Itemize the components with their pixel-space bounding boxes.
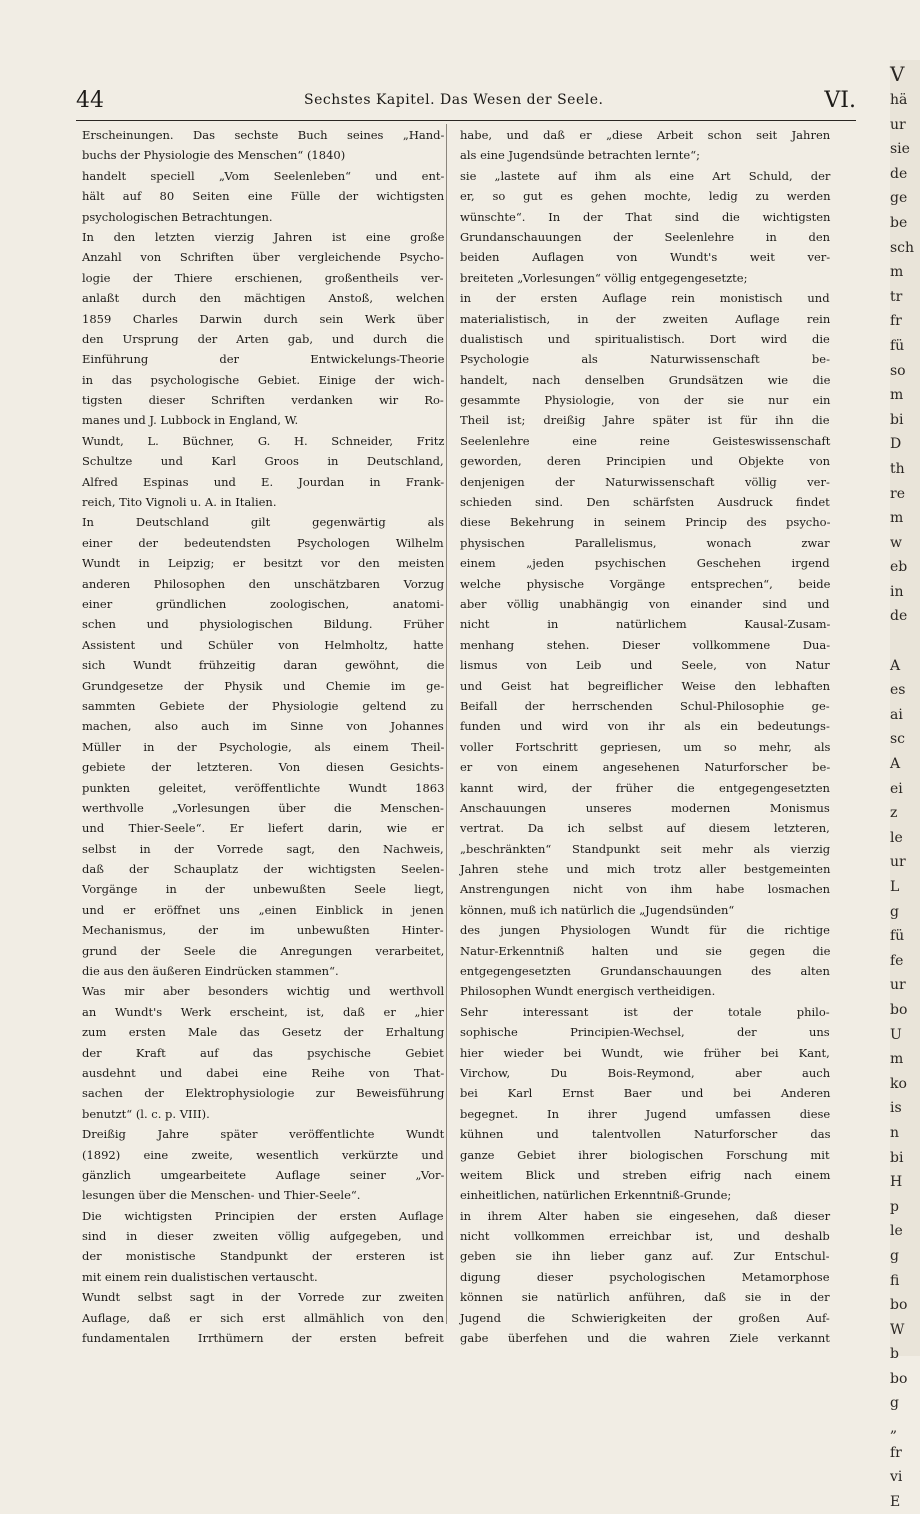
text-line: denjenigen der Naturwissenschaft völlig ver-: [460, 474, 830, 489]
text-line: materialistisch, in der zweiten Auflage rein: [460, 311, 831, 326]
text-line: in der ersten Auflage rein monistisch und: [460, 291, 830, 306]
text-line: Assistent und Schüler von Helmholtz, hatte: [82, 637, 444, 652]
text-line: Auflage, daß er sich erst allmählich von den: [82, 1310, 445, 1325]
text-line: benutzt“ (l. c. p. VIII).: [82, 1106, 210, 1121]
text-line: können sie natürlich anführen, daß sie in der: [460, 1290, 830, 1305]
edge-fragment: vi: [890, 1469, 903, 1486]
edge-fragment: p: [890, 1198, 899, 1215]
text-line: lesungen über die Menschen- und Thier-Seele“.: [82, 1188, 361, 1203]
edge-fragment: ko: [890, 1075, 907, 1092]
text-line: Müller in der Psychologie, als einem Theil-: [82, 739, 445, 754]
text-line: Schultze und Karl Groos in Deutschland,: [82, 454, 444, 469]
edge-fragment: eb: [890, 559, 908, 576]
text-line: nicht in natürlichem Kausal-Zusam-: [460, 617, 831, 632]
edge-fragment: is: [890, 1100, 902, 1117]
edge-fragment: sch: [890, 239, 915, 256]
edge-fragment: „: [890, 1420, 898, 1437]
text-line: machen, also auch im Sinne von Johannes: [82, 719, 444, 734]
text-line: bei Karl Ernst Baer und bei Anderen: [460, 1086, 831, 1101]
text-line: manes und J. Lubbock in England, W.: [82, 413, 299, 428]
text-line: Jugend die Schwierigkeiten der großen Auf-: [460, 1310, 830, 1325]
text-line: er von einem angesehenen Naturforscher be-: [460, 760, 831, 775]
edge-fragment: fr: [890, 313, 902, 330]
text-line: wünschte“. In der That sind die wichtigsten: [460, 209, 831, 224]
text-line: Dreißig Jahre später veröffentlichte Wundt: [82, 1127, 445, 1142]
text-line: können, muß ich natürlich die „Jugendsünden“: [460, 902, 735, 917]
page-header: [76, 88, 856, 118]
text-line: gabe überfehen und die wahren Ziele verkannt: [460, 1331, 830, 1346]
edge-fragment: bo: [890, 1001, 908, 1018]
text-line: in das psychologische Gebiet. Einige der wich-: [82, 372, 445, 387]
text-line: er, so gut es gehen mochte, ledig zu werden: [460, 189, 831, 204]
edge-fragment: fü: [890, 928, 905, 945]
text-line: Psychologie als Naturwissenschaft be-: [460, 352, 830, 367]
text-line: ausdehnt und dabei eine Reihe von That-: [82, 1065, 445, 1080]
text-line: Anstrengungen nicht von ihm habe losmachen: [460, 882, 831, 897]
text-line: die aus den äußeren Eindrücken stammen“.: [82, 964, 339, 979]
text-line: anderen Philosophen den unschätzbaren Vorzug: [82, 576, 445, 591]
edge-fragment: th: [890, 460, 905, 477]
edge-fragment: ge: [890, 190, 908, 207]
text-line: gänzlich umgearbeitete Auflage seiner „Vor-: [82, 1167, 445, 1182]
text-line: hält auf 80 Seiten eine Fülle der wichtigsten: [82, 189, 445, 204]
edge-fragment: de: [890, 165, 908, 182]
edge-fragment: [890, 629, 920, 654]
text-line: Theil ist; dreißig Jahre später ist für ihn die: [460, 413, 830, 428]
edge-fragment: W: [890, 1321, 905, 1338]
text-line: fundamentalen Irrthümern der ersten befreit: [82, 1331, 444, 1346]
text-line: nicht vollkommen erreichbar ist, und deshalb: [460, 1229, 830, 1244]
text-line: und Geist hat begreiflicher Weise den lebhaften: [460, 678, 831, 693]
text-line: Erscheinungen. Das sechste Buch seines „Hand-: [82, 128, 445, 142]
text-line: grund der Seele die Anregungen verarbeitet,: [82, 943, 445, 958]
edge-fragment: fü: [890, 337, 905, 354]
text-line: einem „jeden psychischen Geschehen irgend: [460, 556, 830, 571]
text-line: und er eröffnet uns „einen Einblick in jenen: [82, 902, 444, 917]
edge-fragment: L: [890, 879, 900, 895]
text-line: einer gründlichen zoologischen, anatomi-: [82, 596, 444, 611]
edge-fragment: fi: [890, 1272, 900, 1289]
text-line: Sehr interessant ist der totale philo-: [460, 1004, 830, 1019]
edge-fragment: bo: [890, 1370, 908, 1387]
text-line: sophische Principien-Wechsel, der uns: [460, 1025, 830, 1040]
edge-fragment: bo: [890, 1297, 908, 1314]
text-line: werthvolle „Vorlesungen über die Menschen-: [82, 800, 444, 815]
text-line: begegnet. In ihrer Jugend umfassen diese: [460, 1106, 831, 1121]
edge-fragment: le: [890, 1223, 903, 1240]
text-line: einer der bedeutendsten Psychologen Wilhelm: [82, 535, 444, 550]
edge-fragment: so: [890, 362, 906, 379]
edge-fragment: m: [890, 387, 904, 404]
text-line: schieden sind. Den schärfsten Ausdruck findet: [460, 495, 830, 510]
text-line: Wundt selbst sagt in der Vorrede zur zweiten: [82, 1290, 444, 1305]
edge-fragment: hä: [890, 92, 908, 108]
edge-fragment: H: [890, 1174, 903, 1191]
text-line: Natur-Erkenntniß halten und sie gegen die: [460, 943, 831, 958]
text-line: voller Fortschritt gepriesen, um so mehr, als: [460, 739, 831, 754]
text-line: Einführung der Entwickelungs-Theorie: [82, 352, 445, 367]
text-line: Grundanschauungen der Seelenlehre in den: [460, 229, 831, 244]
text-line: ganze Gebiet ihrer biologischen Forschung mit: [460, 1147, 830, 1162]
edge-fragment: w: [890, 534, 902, 551]
edge-fragment: g: [890, 1247, 899, 1264]
text-line: handelt, nach denselben Grundsätzen wie die: [460, 372, 831, 387]
text-line: Beifall der herrschenden Schul-Philosophie ge-: [460, 698, 830, 713]
text-line: logie der Thiere erschienen, großentheils ver-: [82, 270, 444, 285]
edge-fragment: bi: [890, 411, 904, 428]
column-divider: [446, 124, 447, 1324]
text-line: mit einem rein dualistischen vertauscht.: [82, 1269, 318, 1284]
edge-fragment: tr: [890, 288, 903, 305]
edge-fragment: ur: [890, 854, 906, 871]
right-column: [460, 125, 832, 1348]
text-line: beiden Auflagen von Wundt's weit ver-: [460, 250, 831, 265]
edge-fragment: be: [890, 214, 908, 231]
text-line: den Ursprung der Arten gab, und durch die: [82, 331, 444, 346]
text-line: digung dieser psychologischen Metamorphose: [460, 1269, 830, 1284]
text-line: Jahren stehe und mich trotz aller bestgemeinten: [460, 862, 831, 877]
text-line: lismus von Leib und Seele, von Natur: [460, 658, 830, 673]
text-line: dualistisch und spiritualistisch. Dort wird die: [460, 331, 830, 346]
edge-fragment: m: [890, 264, 904, 281]
edge-fragment: U: [890, 1026, 902, 1043]
text-line: Virchow, Du Bois-Reymond, aber auch: [460, 1065, 831, 1080]
text-line: tigsten dieser Schriften verdanken wir Ro-: [82, 393, 444, 408]
text-line: Mechanismus, der im unbewußten Hinter-: [82, 923, 444, 938]
edge-fragment: le: [890, 829, 903, 846]
text-line: physischen Parallelismus, wonach zwar: [460, 535, 830, 550]
text-line: geworden, deren Principien und Objekte von: [460, 454, 831, 469]
edge-fragment: re: [890, 485, 905, 502]
text-line: in ihrem Alter haben sie eingesehen, daß dieser: [460, 1208, 831, 1223]
text-line: des jungen Physiologen Wundt für die richtige: [460, 923, 830, 938]
text-line: funden und wird von ihr als ein bedeutungs-: [460, 719, 830, 734]
text-line: gebiete der letzteren. Von diesen Gesichts-: [82, 760, 444, 775]
text-line: der Kraft auf das psychische Gebiet: [82, 1045, 444, 1060]
text-line: „beschränkten“ Standpunkt seit mehr als vierzig: [460, 841, 831, 856]
text-line: geben sie ihn lieber ganz auf. Zur Entschul-: [460, 1249, 830, 1264]
text-line: und Thier-Seele“. Er liefert darin, wie er: [82, 821, 444, 836]
edge-fragment: g: [890, 903, 899, 920]
edge-fragment: m: [890, 510, 904, 527]
text-line: weitem Blick und streben eifrig nach einem: [460, 1167, 831, 1182]
text-line: aber völlig unabhängig von einander sind und: [460, 596, 830, 611]
text-line: Anschauungen unseres modernen Monismus: [460, 800, 830, 815]
text-line: In den letzten vierzig Jahren ist eine große: [82, 229, 445, 244]
edge-fragment: ur: [890, 116, 906, 133]
text-line: diese Bekehrung in seinem Princip des psycho-: [460, 515, 831, 530]
edge-fragment: E: [890, 1493, 901, 1510]
text-line: handelt speciell „Vom Seelenleben“ und ent-: [82, 168, 445, 183]
text-line: buchs der Physiologie des Menschen“ (1840): [82, 148, 346, 163]
edge-fragment: fr: [890, 1444, 902, 1461]
text-line: psychologischen Betrachtungen.: [82, 209, 273, 224]
edge-fragment: D: [890, 436, 902, 453]
text-line: punkten geleitet, veröffentlichte Wundt 1863: [82, 780, 445, 795]
edge-fragment: in: [890, 583, 904, 600]
edge-fragment: V: [890, 62, 905, 86]
text-line: Seelenlehre eine reine Geisteswissenschaft: [460, 433, 831, 448]
chapter-number: VI.: [824, 88, 856, 113]
text-line: kannt wird, der früher die entgegengesetzten: [460, 780, 830, 795]
text-line: entgegengesetzten Grundanschauungen des alten: [460, 964, 830, 979]
edge-fragment: g: [890, 1395, 899, 1412]
text-line: welche physische Vorgänge entsprechen“, beide: [460, 576, 831, 591]
text-line: schen und physiologischen Bildung. Früher: [82, 617, 444, 632]
text-line: Grundgesetze der Physik und Chemie im ge-: [82, 678, 445, 693]
text-line: hier wieder bei Wundt, wie früher bei Kant,: [460, 1045, 830, 1060]
edge-fragment: ur: [890, 977, 906, 994]
text-line: Wundt in Leipzig; er besitzt vor den meisten: [82, 556, 445, 571]
text-line: einheitlichen, natürlichen Erkenntniß-Grunde;: [460, 1188, 732, 1203]
edge-fragment: ai: [890, 706, 903, 723]
edge-fragment: A: [890, 756, 901, 773]
text-line: 1859 Charles Darwin durch sein Werk über: [82, 311, 444, 326]
text-line: sachen der Elektrophysiologie zur Beweisführung: [82, 1086, 445, 1101]
running-title: Sechstes Kapitel. Das Wesen der Seele.: [304, 92, 604, 108]
text-line: Anzahl von Schriften über vergleichende Psycho-: [82, 250, 444, 265]
text-line: sammten Gebiete der Physiologie geltend zu: [82, 698, 444, 713]
edge-fragment: bi: [890, 1149, 904, 1166]
edge-fragment: ei: [890, 780, 903, 797]
text-line: daß der Schauplatz der wichtigsten Seelen-: [82, 862, 445, 877]
text-line: Alfred Espinas und E. Jourdan in Frank-: [82, 474, 445, 489]
edge-fragment: sc: [890, 731, 906, 748]
header-rule: [76, 120, 856, 121]
edge-fragment: A: [890, 657, 901, 674]
left-column: [82, 125, 454, 1348]
text-line: Was mir aber besonders wichtig und werthvoll: [82, 984, 445, 999]
page-number: 44: [76, 88, 104, 113]
text-line: reich, Tito Vignoli u. A. in Italien.: [82, 495, 277, 510]
edge-fragment: es: [890, 682, 906, 699]
text-line: In Deutschland gilt gegenwärtig als: [82, 515, 445, 530]
text-line: breiteten „Vorlesungen“ völlig entgegengesetzte;: [460, 270, 748, 285]
text-line: an Wundt's Werk erscheint, ist, daß er „hier: [82, 1004, 444, 1019]
edge-fragment: de: [890, 608, 908, 625]
edge-fragment: z: [890, 805, 898, 822]
text-line: sie „lastete auf ihm als eine Art Schuld, der: [460, 168, 831, 183]
edge-fragment: m: [890, 1051, 904, 1068]
text-line: menhang stehen. Dieser vollkommene Dua-: [460, 637, 831, 652]
text-line: Philosophen Wundt energisch vertheidigen.: [460, 984, 716, 999]
text-line: der monistische Standpunkt der ersteren ist: [82, 1249, 444, 1264]
text-line: vertrat. Da ich selbst auf diesem letzteren,: [460, 821, 830, 836]
text-line: sind in dieser zweiten völlig aufgegeben, und: [82, 1229, 444, 1244]
text-line: selbst in der Vorrede sagt, den Nachweis,: [82, 841, 444, 856]
text-line: Vorgänge in der unbewußten Seele liegt,: [82, 882, 445, 897]
edge-fragment: sie: [890, 141, 910, 158]
edge-fragment: fe: [890, 952, 904, 969]
text-line: kühnen und talentvollen Naturforscher das: [460, 1127, 831, 1142]
text-line: habe, und daß er „diese Arbeit schon seit Jahren: [460, 128, 831, 142]
edge-fragment: n: [890, 1124, 900, 1141]
text-line: anlaßt durch den mächtigen Anstoß, welchen: [82, 291, 445, 306]
text-line: Wundt, L. Büchner, G. H. Schneider, Fritz: [82, 433, 445, 448]
text-line: zum ersten Male das Gesetz der Erhaltung: [82, 1025, 445, 1040]
text-line: (1892) eine zweite, wesentlich verkürzte und: [82, 1147, 444, 1162]
text-line: als eine Jugendsünde betrachten lernte“;: [460, 148, 700, 163]
text-line: Die wichtigsten Principien der ersten Auflage: [82, 1208, 444, 1223]
facing-page-edge: [890, 60, 920, 1510]
text-line: sich Wundt frühzeitig daran gewöhnt, die: [82, 658, 445, 673]
text-line: gesammte Physiologie, von der sie nur ein: [460, 393, 831, 408]
edge-fragment: b: [890, 1346, 899, 1363]
